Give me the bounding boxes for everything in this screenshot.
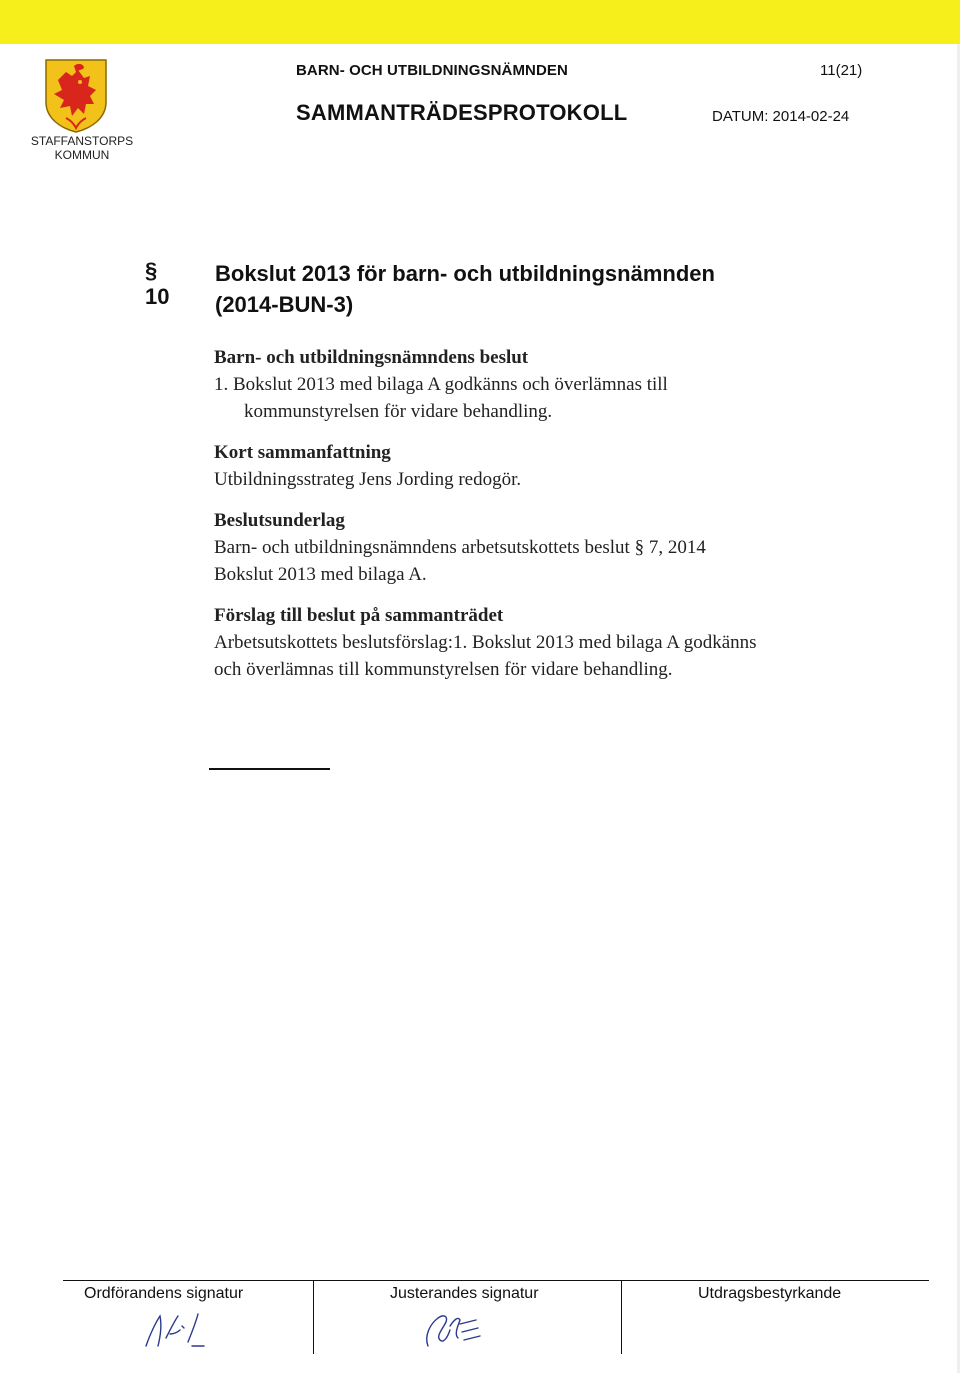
top-color-band (0, 0, 960, 44)
proposal-line-2: och överlämnas till kommunstyrelsen för vidare behandling. (214, 659, 673, 680)
summary-text: Utbildningsstrateg Jens Jording redogör. (214, 469, 522, 490)
end-rule (209, 768, 330, 770)
decision-line-2: kommunstyrelsen för vidare behandling. (244, 401, 553, 422)
document-title: SAMMANTRÄDESPROTOKOLL (296, 100, 628, 125)
municipality-name (22, 134, 142, 162)
chair-signature-scribble (140, 1308, 210, 1352)
certifier-signature-label: Utdragsbestyrkande (698, 1285, 842, 1302)
municipality-line-2: KOMMUN (54, 148, 110, 162)
proposal-line-1: Arbetsutskottets beslutsförslag:1. Bokslut 2013 med bilaga A godkänns (214, 632, 757, 653)
municipality-line-1: STAFFANSTORPS (30, 134, 134, 148)
proposal-heading: Förslag till beslut på sammanträdet (214, 605, 504, 626)
section-title (215, 258, 835, 320)
section-title-line-2: (2014-BUN-3) (215, 292, 354, 317)
basis-line-2: Bokslut 2013 med bilaga A. (214, 564, 427, 585)
committee-name: BARN- OCH UTBILDNINGSNÄMNDEN (296, 62, 568, 79)
document-body (214, 344, 854, 683)
basis-line-1: Barn- och utbildningsnämndens arbetsutskottets beslut § 7, 2014 (214, 537, 706, 558)
summary-heading: Kort sammanfattning (214, 442, 391, 463)
signature-divider-1 (313, 1280, 314, 1354)
basis-heading: Beslutsunderlag (214, 510, 345, 531)
signature-divider-2 (621, 1280, 622, 1354)
section-title-line-1: Bokslut 2013 för barn- och utbildningsnämnden (215, 261, 715, 286)
municipal-crest-icon (44, 58, 108, 134)
page-number: 11(21) (820, 62, 863, 79)
chair-signature-label: Ordförandens signatur (84, 1285, 244, 1302)
decision-heading: Barn- och utbildningsnämndens beslut (214, 347, 529, 368)
decision-line-1: 1. Bokslut 2013 med bilaga A godkänns och överlämnas till (214, 374, 668, 395)
signature-rule (63, 1280, 929, 1281)
adjuster-signature-scribble (420, 1306, 484, 1352)
adjuster-signature-label: Justerandes signatur (390, 1285, 539, 1302)
section-number: § 10 (145, 258, 170, 309)
meeting-date: DATUM: 2014-02-24 (712, 108, 850, 125)
